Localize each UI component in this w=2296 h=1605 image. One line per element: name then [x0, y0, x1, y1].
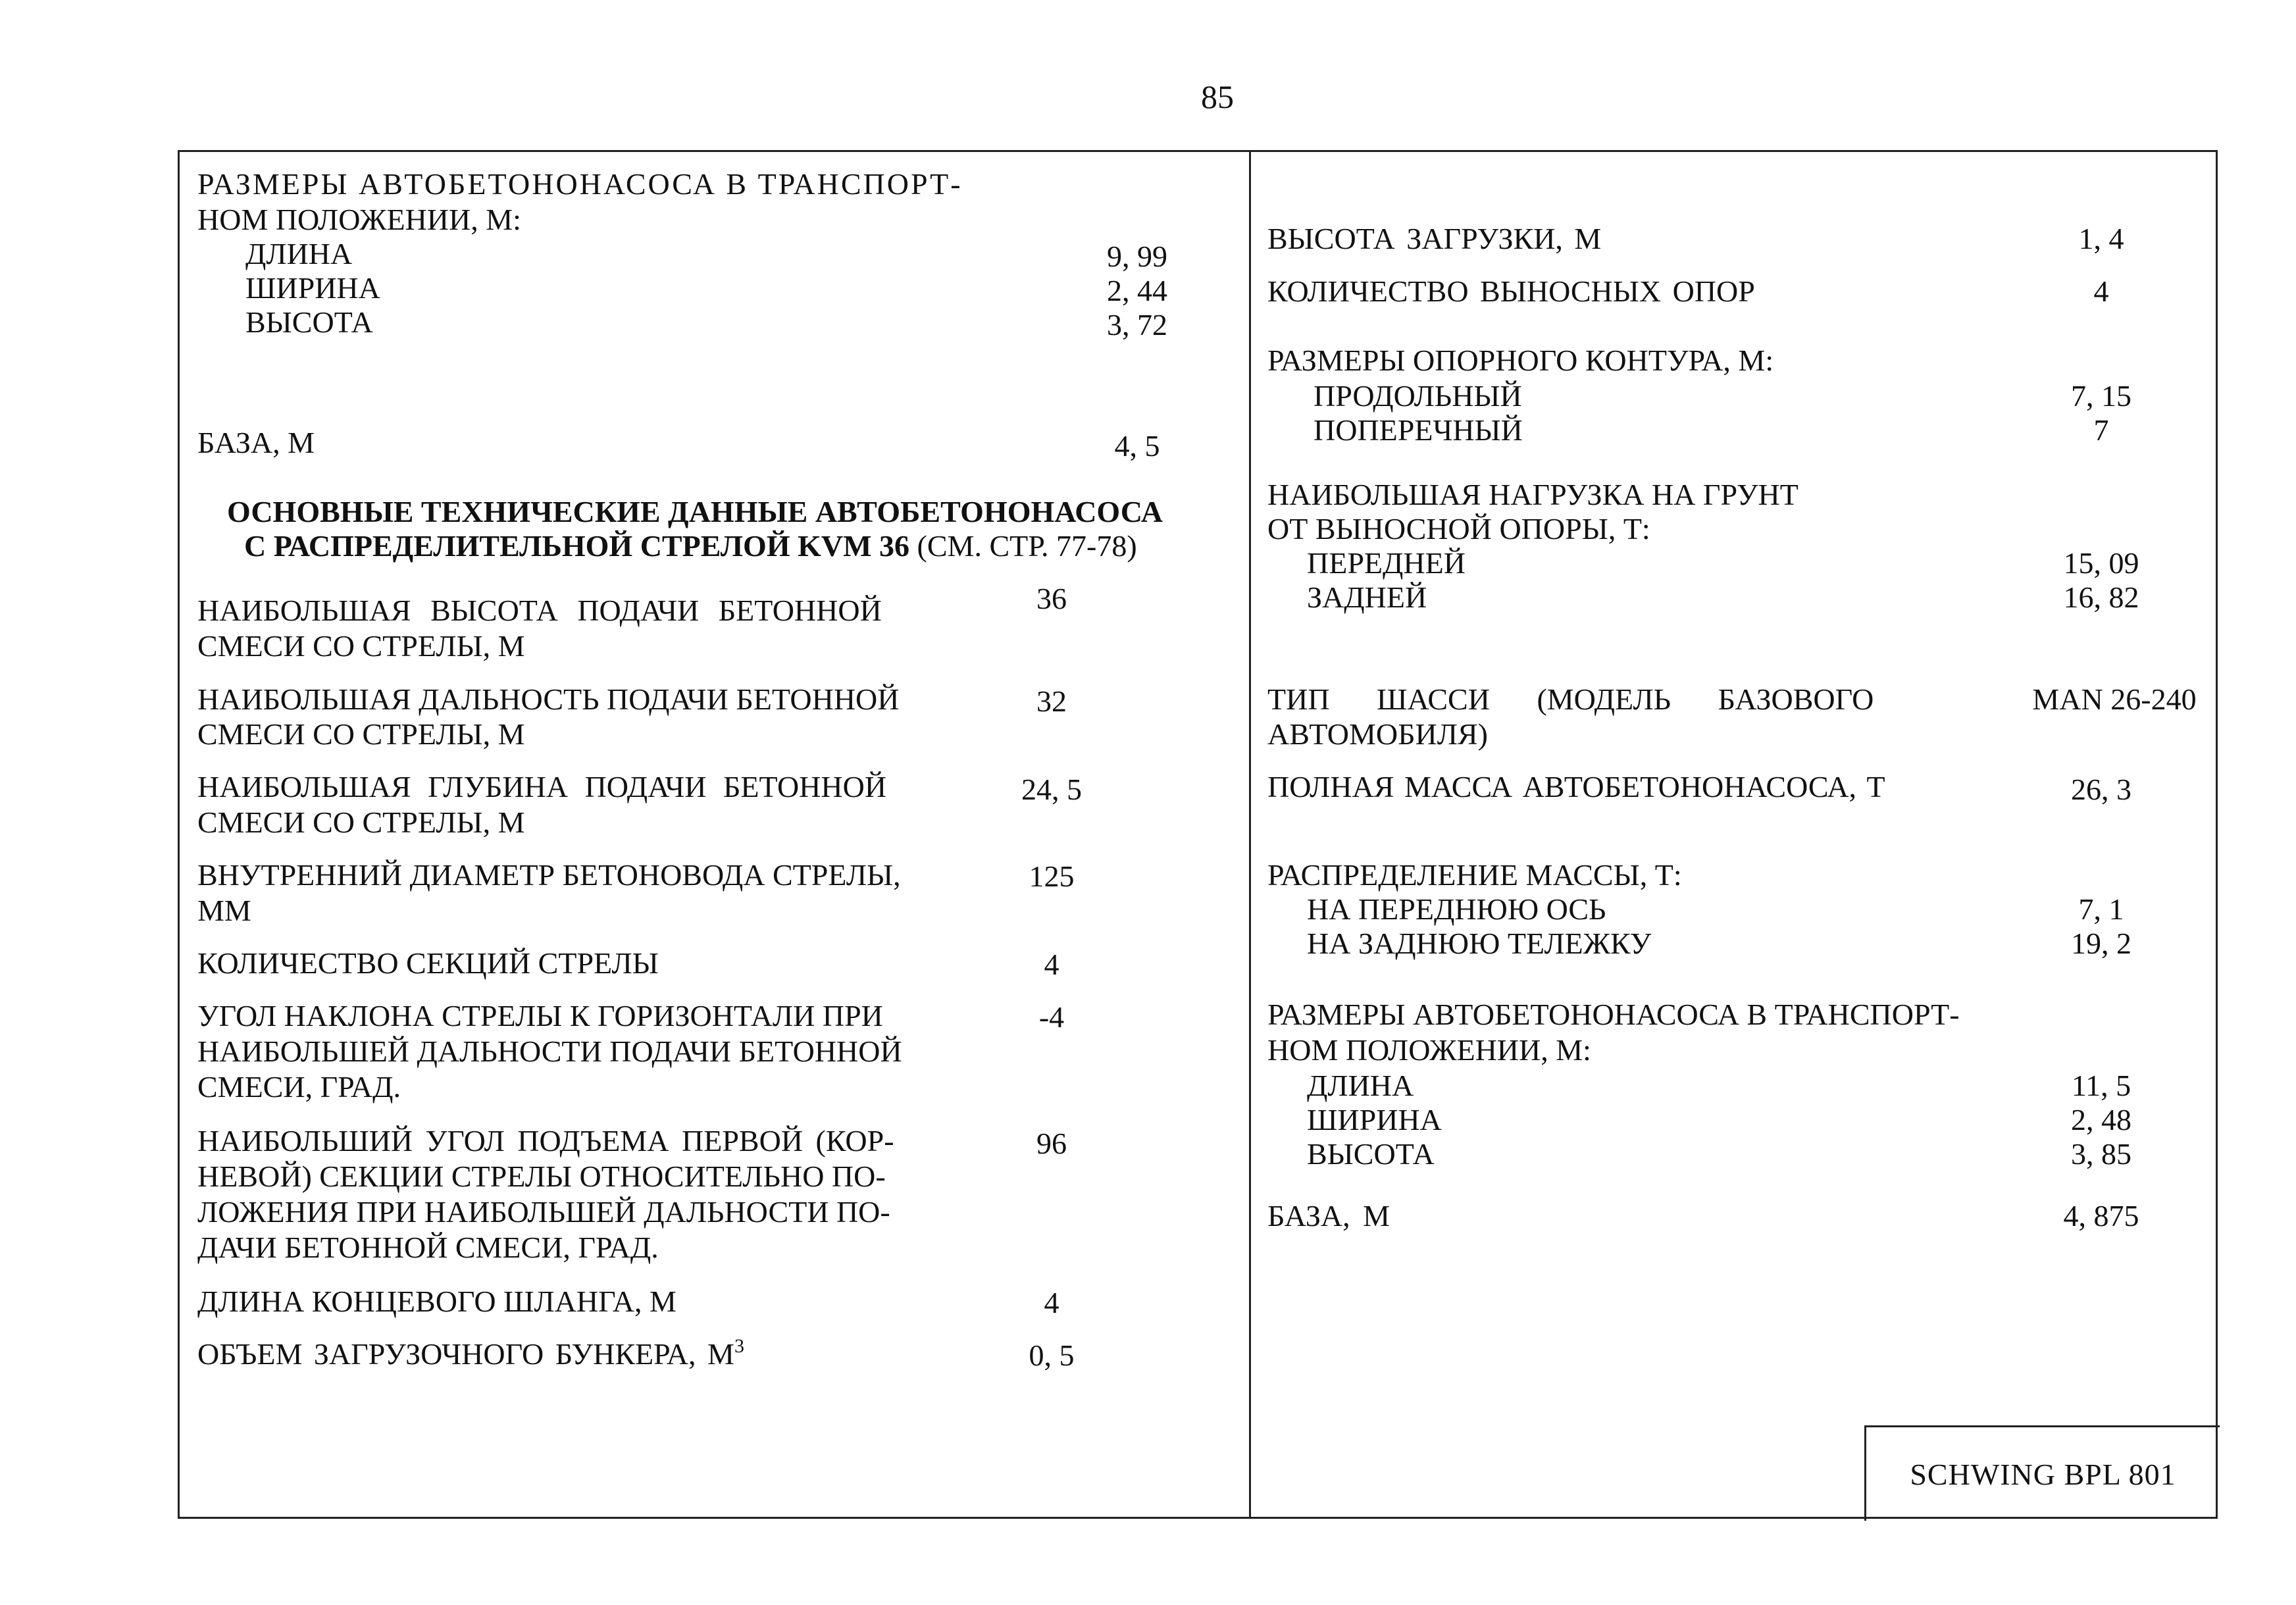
width-label-right: ШИРИНА	[1307, 1103, 1442, 1136]
max-depth-line1: НАИБОЛЬШАЯ ГЛУБИНА ПОДАЧИ БЕТОННОЙ	[197, 770, 887, 803]
front-outrigger-value: 15, 09	[2063, 546, 2139, 580]
base-value: 4, 5	[1114, 429, 1160, 463]
base-value-right: 4, 875	[2063, 1199, 2139, 1233]
boom-sections-value: 4	[1044, 948, 1059, 981]
chassis-type-value: MAN 26-240	[2032, 682, 2197, 716]
width-value-right: 2, 48	[2071, 1103, 2131, 1136]
boom-diameter-line2: ММ	[197, 894, 251, 927]
base-label-right: БАЗА, М	[1267, 1199, 1390, 1233]
height-label-right: ВЫСОТА	[1307, 1137, 1435, 1171]
column-divider	[1249, 152, 1251, 1517]
max-range-line2: СМЕСИ СО СТРЕЛЫ, М	[197, 717, 525, 751]
height-value: 3, 72	[1107, 308, 1167, 342]
max-height-line2: СМЕСИ СО СТРЕЛЫ, М	[197, 629, 525, 663]
ground-load-line2: ОТ ВЫНОСНОЙ ОПОРЫ, Т:	[1267, 512, 1650, 546]
hopper-volume	[197, 1337, 744, 1372]
section-title-line1: ОСНОВНЫЕ ТЕХНИЧЕСКИЕ ДАННЫЕ АВТОБЕТОНОНАСОСА	[227, 495, 1163, 528]
outriggers-count-label: КОЛИЧЕСТВО ВЫНОСНЫХ ОПОР	[1267, 274, 1755, 308]
boom-diameter-line1: ВНУТРЕННИЙ ДИАМЕТР БЕТОНОВОДА СТРЕЛЫ,	[197, 858, 901, 892]
hose-length-label: ДЛИНА КОНЦЕВОГО ШЛАНГА, М	[197, 1285, 676, 1318]
width-label: ШИРИНА	[245, 271, 380, 305]
rear-bogie-label: НА ЗАДНЮЮ ТЕЛЕЖКУ	[1307, 927, 1652, 960]
hose-length-value: 4	[1044, 1286, 1059, 1319]
boom-angle-line1: УГОЛ НАКЛОНА СТРЕЛЫ К ГОРИЗОНТАЛИ ПРИ	[197, 999, 883, 1032]
section-title-line2	[244, 528, 1137, 564]
max-height-value: 36	[1036, 582, 1067, 615]
boom-angle-line2: НАИБОЛЬШЕЙ ДАЛЬНОСТИ ПОДАЧИ БЕТОННОЙ	[197, 1034, 902, 1068]
boom-angle-line3: СМЕСИ, ГРАД.	[197, 1070, 401, 1104]
title-block-stamp	[1864, 1425, 2220, 1521]
rear-bogie-value: 19, 2	[2071, 927, 2131, 960]
front-axle-label: НА ПЕРЕДНЮЮ ОСЬ	[1307, 892, 1606, 926]
spec-sheet-frame	[178, 150, 2218, 1519]
total-mass-label: ПОЛНАЯ МАССА АВТОБЕТОНОНАСОСА, Т	[1267, 770, 1885, 803]
boom-diameter-value: 125	[1029, 859, 1075, 893]
length-value: 9, 99	[1107, 240, 1167, 273]
transport-dimensions-title-line2-right: НОМ ПОЛОЖЕНИИ, М:	[1267, 1033, 1591, 1067]
height-label: ВЫСОТА	[245, 305, 373, 339]
hopper-volume-unit-exponent: 3	[734, 1335, 744, 1357]
base-label: БАЗА, М	[197, 426, 315, 459]
length-value-right: 11, 5	[2071, 1069, 2131, 1102]
transport-dimensions-title-line2: НОМ ПОЛОЖЕНИИ, М:	[197, 203, 521, 236]
lift-angle-line3: ЛОЖЕНИЯ ПРИ НАИБОЛЬШЕЙ ДАЛЬНОСТИ ПО-	[197, 1195, 890, 1229]
front-axle-value: 7, 1	[2078, 892, 2124, 926]
transverse-value: 7	[2093, 413, 2109, 447]
height-value-right: 3, 85	[2071, 1137, 2131, 1171]
longitudinal-label: ПРОДОЛЬНЫЙ	[1314, 379, 1522, 413]
lift-angle-value: 96	[1036, 1127, 1067, 1160]
rear-outrigger-value: 16, 82	[2063, 580, 2139, 614]
support-contour-title: РАЗМЕРЫ ОПОРНОГО КОНТУРА, М:	[1267, 344, 1774, 377]
outriggers-count-value: 4	[2093, 274, 2109, 308]
max-height-line1: НАИБОЛЬШАЯ ВЫСОТА ПОДАЧИ БЕТОННОЙ	[197, 594, 882, 627]
lift-angle-line4: ДАЧИ БЕТОННОЙ СМЕСИ, ГРАД.	[197, 1231, 659, 1264]
max-depth-line2: СМЕСИ СО СТРЕЛЫ, М	[197, 805, 525, 839]
lift-angle-line1: НАИБОЛЬШИЙ УГОЛ ПОДЪЕМА ПЕРВОЙ (КОР-	[197, 1124, 894, 1158]
loading-height-label: ВЫСОТА ЗАГРУЗКИ, М	[1267, 222, 1602, 255]
loading-height-value: 1, 4	[2078, 222, 2124, 255]
page-number: 85	[1201, 78, 1234, 115]
mass-distribution-title: РАСПРЕДЕЛЕНИЕ МАССЫ, Т:	[1267, 858, 1682, 892]
transport-dimensions-title-line1: РАЗМЕРЫ АВТОБЕТОНОНАСОСА В ТРАНСПОРТ-	[197, 167, 963, 201]
boom-angle-value: -4	[1038, 1000, 1065, 1034]
rear-outrigger-label: ЗАДНЕЙ	[1307, 580, 1427, 614]
boom-sections-label: КОЛИЧЕСТВО СЕКЦИЙ СТРЕЛЫ	[197, 946, 659, 980]
front-outrigger-label: ПЕРЕДНЕЙ	[1307, 546, 1466, 580]
section-title-main: С РАСПРЕДЕЛИТЕЛЬНОЙ СТРЕЛОЙ KVM 36	[244, 529, 910, 563]
total-mass-value: 26, 3	[2071, 773, 2131, 806]
hopper-volume-label: ОБЪЕМ ЗАГРУЗОЧНОГО БУНКЕРА, М	[197, 1337, 734, 1371]
section-title-reference: (СМ. СТР. 77-78)	[917, 529, 1137, 563]
ground-load-line1: НАИБОЛЬШАЯ НАГРУЗКА НА ГРУНТ	[1267, 478, 1799, 511]
length-label: ДЛИНА	[245, 237, 353, 270]
lift-angle-line2: НЕВОЙ) СЕКЦИИ СТРЕЛЫ ОТНОСИТЕЛЬНО ПО-	[197, 1159, 886, 1193]
hopper-volume-value: 0, 5	[1029, 1338, 1075, 1372]
transverse-label: ПОПЕРЕЧНЫЙ	[1314, 413, 1523, 447]
max-depth-value: 24, 5	[1021, 773, 1082, 806]
stamp-model-label: SCHWING BPL 801	[1910, 1458, 2176, 1491]
chassis-type-line1: ТИП ШАССИ (МОДЕЛЬ БАЗОВОГО	[1267, 682, 1874, 716]
transport-dimensions-title-line1-right: РАЗМЕРЫ АВТОБЕТОНОНАСОСА В ТРАНСПОРТ-	[1267, 998, 1960, 1031]
chassis-type-line2: АВТОМОБИЛЯ)	[1267, 717, 1488, 751]
max-range-value: 32	[1036, 684, 1067, 718]
width-value: 2, 44	[1107, 274, 1167, 307]
longitudinal-value: 7, 15	[2071, 379, 2131, 413]
max-range-line1: НАИБОЛЬШАЯ ДАЛЬНОСТЬ ПОДАЧИ БЕТОННОЙ	[197, 682, 900, 716]
length-label-right: ДЛИНА	[1307, 1069, 1414, 1102]
